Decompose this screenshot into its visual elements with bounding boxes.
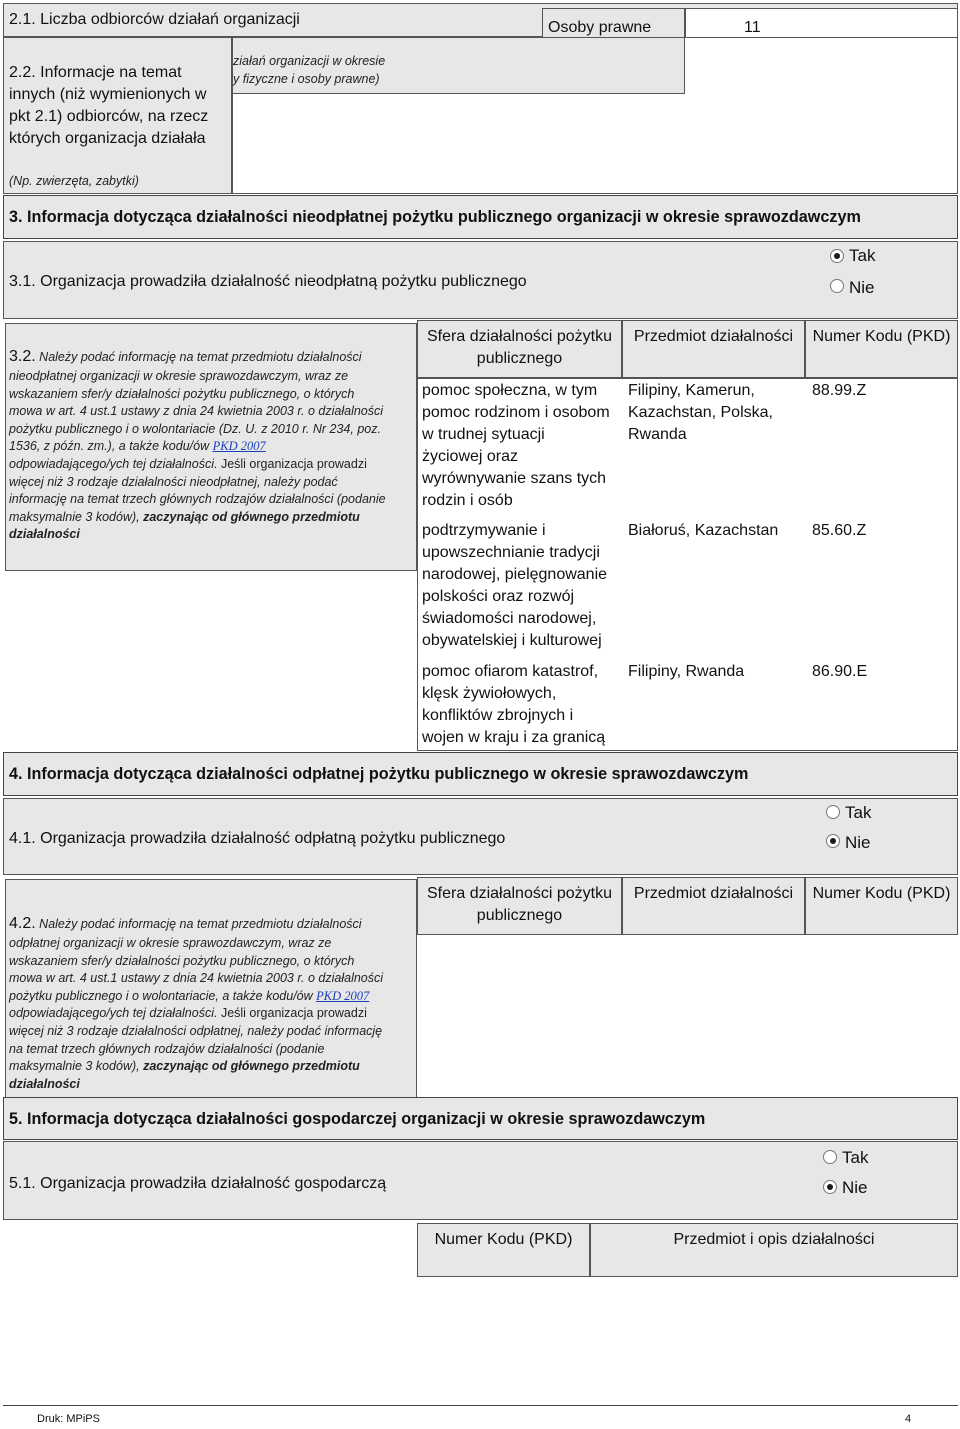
pkd-2007-link[interactable]: PKD 2007	[212, 439, 266, 454]
section-2-2-label-line: których organizacja działała	[9, 130, 206, 147]
col-header-sfera-line: Sfera działalności pożytku	[427, 328, 612, 345]
radio-4-1-nie[interactable]	[826, 834, 840, 848]
table-row-1-kod[interactable]: 88.99.Z	[812, 382, 867, 399]
cell-line: Białoruś, Kazachstan	[628, 522, 779, 539]
col-header-kod-4: Numer Kodu (PKD)	[812, 885, 951, 902]
section-5-heading: 5. Informacja dotycząca działalności gospodarczej organizacji w okresie sprawozdawczym	[9, 1110, 706, 1128]
osoby-prawne-value: 11	[744, 19, 761, 36]
q32-line	[9, 456, 419, 474]
col-header-kod-5: Numer Kodu (PKD)	[434, 1231, 573, 1248]
cell-line: świadomości narodowej,	[422, 610, 597, 627]
radio-3-1-nie[interactable]	[830, 279, 844, 293]
col-header-przedmiot: Przedmiot działalności	[633, 328, 794, 345]
table-row-2-przedmiot[interactable]	[628, 520, 778, 542]
page-number: 4	[905, 1413, 912, 1425]
cell-line: narodowej, pielęgnowanie	[422, 566, 608, 583]
section-2-2-hint: (Np. zwierzęta, zabytki)	[9, 174, 139, 188]
q42-line	[9, 988, 419, 1006]
q42-number: 4.2.	[9, 915, 36, 932]
cell-line: klęsk żywiołowych,	[422, 685, 557, 702]
q32-line: mowa w art. 4 ust.1 ustawy z dnia 24 kwietnia 2003 r. o działalności	[9, 404, 384, 419]
cell-line: życiowej oraz	[422, 448, 519, 465]
q32-text: Należy podać informację na temat przedmiotu działalności	[39, 350, 362, 364]
osoby-prawne-label: Osoby prawne	[548, 19, 652, 36]
q32-line: wskazaniem sfer/y działalności pożytku publicznego, o których	[9, 386, 355, 401]
q32-line	[9, 438, 419, 456]
table-row-1-sfera[interactable]	[422, 380, 610, 512]
section-2-1-label: 2.1. Liczba odbiorców działań organizacji	[9, 11, 300, 28]
radio-3-1-nie-label: Nie	[849, 278, 875, 297]
section-4-heading: 4. Informacja dotycząca działalności odpłatnej pożytku publicznego w okresie sprawozdawczym	[9, 765, 749, 783]
cell-line: Filipiny, Kamerun,	[628, 382, 755, 399]
q42-text: Należy podać informację na temat przedmiotu działalności	[39, 917, 362, 931]
col-header-kod: Numer Kodu (PKD)	[812, 328, 951, 345]
table-row-3-kod[interactable]: 86.90.E	[812, 663, 868, 680]
question-3-1-label: 3.1. Organizacja prowadziła działalność nieodpłatną pożytku publicznego	[9, 273, 527, 290]
radio-3-1-tak-label: Tak	[849, 246, 876, 265]
table-row-3-przedmiot[interactable]	[628, 661, 744, 683]
cell-line: pomoc ofiarom katastrof,	[422, 663, 599, 680]
radio-5-1-nie-label: Nie	[842, 1178, 868, 1197]
q42-line: wskazaniem sfer/y działalności pożytku publicznego, o których	[9, 953, 355, 968]
q32-line	[9, 509, 419, 527]
radio-5-1-tak-label: Tak	[842, 1148, 869, 1167]
footer-druk: Druk: MPiPS	[37, 1413, 100, 1425]
q42-line	[9, 1058, 419, 1076]
cell-line: podtrzymywanie i	[422, 522, 546, 539]
footer-rule	[3, 1405, 958, 1406]
cell-line: pomoc społeczna, w tym	[422, 382, 598, 399]
radio-4-1-tak-label: Tak	[845, 803, 872, 822]
radio-5-1-tak[interactable]	[823, 1150, 837, 1164]
cell-line: Rwanda	[628, 426, 687, 443]
q32-text: odpowiadającego/ych tej działalności.	[9, 456, 218, 471]
q42-line: mowa w art. 4 ust.1 ustawy z dnia 24 kwietnia 2003 r. o działalności	[9, 971, 384, 986]
q32-text: maksymalnie 3 kodów),	[9, 509, 140, 524]
osoby-prawne-value-cell[interactable]	[685, 8, 958, 38]
q42-line: działalności	[9, 1076, 80, 1091]
section-2-2-label-line: innych (niż wymienionych w	[9, 86, 207, 103]
col-header-sfera-line: publicznego	[476, 350, 563, 367]
cell-line: upowszechnianie tradycji	[422, 544, 600, 561]
radio-4-1-tak[interactable]	[826, 805, 840, 819]
q32-line: więcej niż 3 rodzaje działalności nieodpłatnej, należy podać	[9, 474, 338, 489]
q32-line: informację na temat trzech głównych rodzajów działalności (podanie	[9, 492, 386, 507]
cell-line: obywatelskiej i kulturowej	[422, 632, 602, 649]
q32-text: 1536, z późn. zm.), a także kodu/ów	[9, 439, 210, 454]
radio-4-1-nie-label: Nie	[845, 833, 871, 852]
question-4-1-label: 4.1. Organizacja prowadziła działalność odpłatną pożytku publicznego	[9, 830, 506, 847]
question-4-2-description	[9, 913, 419, 1093]
radio-3-1-tak[interactable]	[830, 249, 844, 263]
q42-text: pożytku publicznego i o wolontariacie, a także kodu/ów	[9, 988, 313, 1003]
q32-text: zaczynając od głównego przedmiotu	[143, 509, 360, 524]
q42-text: maksymalnie 3 kodów),	[9, 1059, 140, 1074]
col-header-przedmiot-opis: Przedmiot i opis działalności	[673, 1231, 875, 1248]
q42-line	[9, 1005, 419, 1023]
q32-text: Jeśli organizacja prowadzi	[220, 456, 367, 471]
q42-line: na temat trzech głównych rodzajów działalności (podanie	[9, 1041, 325, 1056]
q42-text: Jeśli organizacja prowadzi	[220, 1006, 367, 1021]
radio-5-1-nie[interactable]	[823, 1180, 837, 1194]
overlapping-label-line: y fizyczne i osoby prawne)	[233, 71, 380, 86]
q42-line: więcej niż 3 rodzaje działalności odpłatnej, należy podać informację	[9, 1023, 383, 1038]
question-3-2-description	[9, 346, 419, 544]
section-2-2-label-line: pkt 2.1) odbiorców, na rzecz	[9, 108, 209, 125]
table-row-2-kod[interactable]: 85.60.Z	[812, 522, 867, 539]
table-row-1-przedmiot[interactable]	[628, 380, 773, 446]
q42-line	[9, 913, 419, 935]
pkd-2007-link[interactable]: PKD 2007	[316, 988, 370, 1003]
col-header-sfera-line: Sfera działalności pożytku	[427, 885, 612, 902]
q32-line: działalności	[9, 527, 80, 542]
cell-line: w trudnej sytuacji	[422, 426, 545, 443]
col-header-sfera-line: publicznego	[476, 907, 563, 924]
section-2-2-label	[9, 62, 208, 150]
q42-text: zaczynając od głównego przedmiotu	[143, 1059, 360, 1074]
cell-line: konfliktów zbrojnych i	[422, 707, 574, 724]
q42-line: odpłatnej organizacji w okresie sprawozdawczym, wraz ze	[9, 936, 332, 950]
overlapping-label-line: ziałań organizacji w okresie	[233, 54, 386, 68]
cell-line: rodzin i osób	[422, 492, 513, 509]
section-3-heading: 3. Informacja dotycząca działalności nieodpłatnej pożytku publicznego organizacji w okresie sprawozdawczym	[9, 208, 861, 226]
col-header-sfera-4	[417, 883, 622, 927]
cell-line: wojen w kraju i za granicą	[422, 729, 606, 746]
cell-line: Kazachstan, Polska,	[628, 404, 773, 421]
cell-line: Filipiny, Rwanda	[628, 663, 745, 680]
section-2-2-label-line: 2.2. Informacje na temat	[9, 64, 182, 81]
table-row-2-sfera[interactable]	[422, 520, 607, 652]
q42-text: odpowiadającego/ych tej działalności.	[9, 1006, 218, 1021]
table-row-3-sfera[interactable]	[422, 661, 605, 749]
cell-line: polskości oraz rozwój	[422, 588, 575, 605]
q32-line: pożytku publicznego i o wolontariacie (Dz. U. z 2010 r. Nr 234, poz.	[9, 421, 381, 436]
col-header-przedmiot-4: Przedmiot działalności	[633, 885, 794, 902]
overlapping-label-text	[233, 53, 385, 88]
cell-line: wyrównywanie szans tych	[422, 470, 607, 487]
q32-line	[9, 346, 419, 368]
question-5-1-label: 5.1. Organizacja prowadziła działalność gospodarczą	[9, 1175, 387, 1192]
col-header-sfera	[417, 326, 622, 370]
cell-line: pomoc rodzinom i osobom	[422, 404, 610, 421]
q32-line: nieodpłatnej organizacji w okresie sprawozdawczym, wraz ze	[9, 369, 349, 383]
q32-number: 3.2.	[9, 348, 36, 365]
